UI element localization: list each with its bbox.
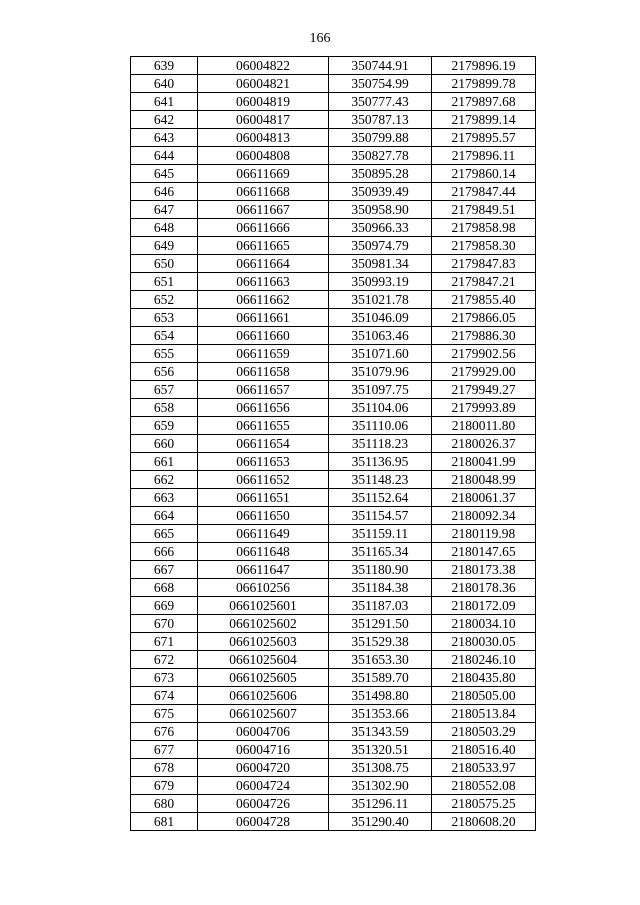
row-number-cell: 667 — [131, 561, 198, 579]
table-row — [131, 813, 536, 831]
table-row — [131, 795, 536, 813]
y-coordinate-cell: 2180172.09 — [432, 597, 536, 615]
row-number-cell: 668 — [131, 579, 198, 597]
row-number-cell: 641 — [131, 93, 198, 111]
x-coordinate-cell: 350993.19 — [329, 273, 432, 291]
x-coordinate-cell: 351097.75 — [329, 381, 432, 399]
x-coordinate-cell: 351104.06 — [329, 399, 432, 417]
point-id-cell: 06611659 — [198, 345, 329, 363]
y-coordinate-cell: 2180516.40 — [432, 741, 536, 759]
page-number: 166 — [309, 31, 331, 46]
y-coordinate-cell: 2180575.25 — [432, 795, 536, 813]
row-number-cell: 658 — [131, 399, 198, 417]
row-number-cell: 645 — [131, 165, 198, 183]
x-coordinate-cell: 351291.50 — [329, 615, 432, 633]
point-id-cell: 06611653 — [198, 453, 329, 471]
point-id-cell: 06004813 — [198, 129, 329, 147]
point-id-cell: 06611647 — [198, 561, 329, 579]
table-row — [131, 219, 536, 237]
x-coordinate-cell: 351529.38 — [329, 633, 432, 651]
row-number-cell: 654 — [131, 327, 198, 345]
table-row — [131, 777, 536, 795]
y-coordinate-cell: 2179860.14 — [432, 165, 536, 183]
table-row — [131, 363, 536, 381]
y-coordinate-cell: 2179858.30 — [432, 237, 536, 255]
row-number-cell: 670 — [131, 615, 198, 633]
point-id-cell: 06611648 — [198, 543, 329, 561]
y-coordinate-cell: 2179866.05 — [432, 309, 536, 327]
point-id-cell: 06004817 — [198, 111, 329, 129]
y-coordinate-cell: 2179895.57 — [432, 129, 536, 147]
y-coordinate-cell: 2180503.29 — [432, 723, 536, 741]
point-id-cell: 06611667 — [198, 201, 329, 219]
point-id-cell: 06004716 — [198, 741, 329, 759]
y-coordinate-cell: 2180173.38 — [432, 561, 536, 579]
row-number-cell: 673 — [131, 669, 198, 687]
y-coordinate-cell: 2180178.36 — [432, 579, 536, 597]
row-number-cell: 642 — [131, 111, 198, 129]
x-coordinate-cell: 351320.51 — [329, 741, 432, 759]
row-number-cell: 665 — [131, 525, 198, 543]
point-id-cell: 06611665 — [198, 237, 329, 255]
point-id-cell: 06004808 — [198, 147, 329, 165]
row-number-cell: 662 — [131, 471, 198, 489]
y-coordinate-cell: 2179896.19 — [432, 57, 536, 75]
x-coordinate-cell: 350939.49 — [329, 183, 432, 201]
table-row — [131, 309, 536, 327]
y-coordinate-cell: 2179886.30 — [432, 327, 536, 345]
x-coordinate-cell: 350958.90 — [329, 201, 432, 219]
coordinates-table-body — [131, 57, 536, 831]
table-row — [131, 453, 536, 471]
row-number-cell: 643 — [131, 129, 198, 147]
point-id-cell: 06611655 — [198, 417, 329, 435]
point-id-cell: 06611660 — [198, 327, 329, 345]
x-coordinate-cell: 351110.06 — [329, 417, 432, 435]
y-coordinate-cell: 2179896.11 — [432, 147, 536, 165]
table-row — [131, 525, 536, 543]
x-coordinate-cell: 350895.28 — [329, 165, 432, 183]
y-coordinate-cell: 2180030.05 — [432, 633, 536, 651]
table-row — [131, 471, 536, 489]
y-coordinate-cell: 2180147.65 — [432, 543, 536, 561]
x-coordinate-cell: 351308.75 — [329, 759, 432, 777]
x-coordinate-cell: 351152.64 — [329, 489, 432, 507]
table-row — [131, 651, 536, 669]
table-row — [131, 327, 536, 345]
table-row — [131, 507, 536, 525]
row-number-cell: 678 — [131, 759, 198, 777]
table-row — [131, 345, 536, 363]
y-coordinate-cell: 2180041.99 — [432, 453, 536, 471]
point-id-cell: 06611666 — [198, 219, 329, 237]
x-coordinate-cell: 351071.60 — [329, 345, 432, 363]
table-row — [131, 291, 536, 309]
y-coordinate-cell: 2180011.80 — [432, 417, 536, 435]
y-coordinate-cell: 2179899.14 — [432, 111, 536, 129]
point-id-cell: 0661025602 — [198, 615, 329, 633]
table-row — [131, 705, 536, 723]
table-row — [131, 93, 536, 111]
table-row — [131, 417, 536, 435]
row-number-cell: 646 — [131, 183, 198, 201]
table-row — [131, 435, 536, 453]
table-row — [131, 399, 536, 417]
table-row — [131, 165, 536, 183]
table-row — [131, 579, 536, 597]
y-coordinate-cell: 2180061.37 — [432, 489, 536, 507]
x-coordinate-cell: 351653.30 — [329, 651, 432, 669]
point-id-cell: 0661025606 — [198, 687, 329, 705]
point-id-cell: 06004819 — [198, 93, 329, 111]
point-id-cell: 06004821 — [198, 75, 329, 93]
row-number-cell: 676 — [131, 723, 198, 741]
point-id-cell: 06611658 — [198, 363, 329, 381]
x-coordinate-cell: 351184.38 — [329, 579, 432, 597]
y-coordinate-cell: 2179855.40 — [432, 291, 536, 309]
x-coordinate-cell: 351118.23 — [329, 435, 432, 453]
row-number-cell: 660 — [131, 435, 198, 453]
row-number-cell: 640 — [131, 75, 198, 93]
row-number-cell: 677 — [131, 741, 198, 759]
point-id-cell: 06611664 — [198, 255, 329, 273]
table-row — [131, 147, 536, 165]
x-coordinate-cell: 350777.43 — [329, 93, 432, 111]
point-id-cell: 06611651 — [198, 489, 329, 507]
point-id-cell: 0661025603 — [198, 633, 329, 651]
table-row — [131, 183, 536, 201]
y-coordinate-cell: 2179847.44 — [432, 183, 536, 201]
y-coordinate-cell: 2180552.08 — [432, 777, 536, 795]
y-coordinate-cell: 2179897.68 — [432, 93, 536, 111]
table-row — [131, 561, 536, 579]
y-coordinate-cell: 2180119.98 — [432, 525, 536, 543]
point-id-cell: 06611663 — [198, 273, 329, 291]
y-coordinate-cell: 2179899.78 — [432, 75, 536, 93]
row-number-cell: 649 — [131, 237, 198, 255]
row-number-cell: 661 — [131, 453, 198, 471]
row-number-cell: 650 — [131, 255, 198, 273]
table-row — [131, 237, 536, 255]
point-id-cell: 0661025604 — [198, 651, 329, 669]
x-coordinate-cell: 351589.70 — [329, 669, 432, 687]
y-coordinate-cell: 2180505.00 — [432, 687, 536, 705]
point-id-cell: 0661025601 — [198, 597, 329, 615]
row-number-cell: 680 — [131, 795, 198, 813]
y-coordinate-cell: 2180048.99 — [432, 471, 536, 489]
point-id-cell: 0661025605 — [198, 669, 329, 687]
table-row — [131, 75, 536, 93]
y-coordinate-cell: 2179929.00 — [432, 363, 536, 381]
point-id-cell: 06004726 — [198, 795, 329, 813]
table-row — [131, 669, 536, 687]
x-coordinate-cell: 351180.90 — [329, 561, 432, 579]
y-coordinate-cell: 2179847.21 — [432, 273, 536, 291]
table-row — [131, 381, 536, 399]
point-id-cell: 06004728 — [198, 813, 329, 831]
row-number-cell: 675 — [131, 705, 198, 723]
y-coordinate-cell: 2179902.56 — [432, 345, 536, 363]
table-row — [131, 273, 536, 291]
row-number-cell: 655 — [131, 345, 198, 363]
y-coordinate-cell: 2179858.98 — [432, 219, 536, 237]
table-row — [131, 615, 536, 633]
row-number-cell: 653 — [131, 309, 198, 327]
table-row — [131, 129, 536, 147]
point-id-cell: 0661025607 — [198, 705, 329, 723]
y-coordinate-cell: 2180533.97 — [432, 759, 536, 777]
x-coordinate-cell: 351136.95 — [329, 453, 432, 471]
y-coordinate-cell: 2180608.20 — [432, 813, 536, 831]
y-coordinate-cell: 2180513.84 — [432, 705, 536, 723]
y-coordinate-cell: 2180092.34 — [432, 507, 536, 525]
x-coordinate-cell: 351063.46 — [329, 327, 432, 345]
y-coordinate-cell: 2179849.51 — [432, 201, 536, 219]
x-coordinate-cell: 351154.57 — [329, 507, 432, 525]
point-id-cell: 06611650 — [198, 507, 329, 525]
x-coordinate-cell: 351353.66 — [329, 705, 432, 723]
table-row — [131, 687, 536, 705]
row-number-cell: 669 — [131, 597, 198, 615]
table-row — [131, 597, 536, 615]
x-coordinate-cell: 350787.13 — [329, 111, 432, 129]
coordinates-table — [130, 56, 536, 831]
x-coordinate-cell: 351165.34 — [329, 543, 432, 561]
table-row — [131, 543, 536, 561]
point-id-cell: 06611656 — [198, 399, 329, 417]
x-coordinate-cell: 351296.11 — [329, 795, 432, 813]
point-id-cell: 06611669 — [198, 165, 329, 183]
row-number-cell: 666 — [131, 543, 198, 561]
x-coordinate-cell: 350799.88 — [329, 129, 432, 147]
point-id-cell: 06611652 — [198, 471, 329, 489]
y-coordinate-cell: 2180026.37 — [432, 435, 536, 453]
point-id-cell: 06610256 — [198, 579, 329, 597]
x-coordinate-cell: 350981.34 — [329, 255, 432, 273]
table-row — [131, 57, 536, 75]
row-number-cell: 651 — [131, 273, 198, 291]
x-coordinate-cell: 350827.78 — [329, 147, 432, 165]
x-coordinate-cell: 350966.33 — [329, 219, 432, 237]
row-number-cell: 656 — [131, 363, 198, 381]
y-coordinate-cell: 2179847.83 — [432, 255, 536, 273]
table-row — [131, 255, 536, 273]
row-number-cell: 657 — [131, 381, 198, 399]
row-number-cell: 672 — [131, 651, 198, 669]
x-coordinate-cell: 351290.40 — [329, 813, 432, 831]
x-coordinate-cell: 351148.23 — [329, 471, 432, 489]
table-row — [131, 759, 536, 777]
y-coordinate-cell: 2180034.10 — [432, 615, 536, 633]
point-id-cell: 06611649 — [198, 525, 329, 543]
x-coordinate-cell: 351187.03 — [329, 597, 432, 615]
table-row — [131, 489, 536, 507]
y-coordinate-cell: 2179993.89 — [432, 399, 536, 417]
row-number-cell: 671 — [131, 633, 198, 651]
row-number-cell: 681 — [131, 813, 198, 831]
point-id-cell: 06611661 — [198, 309, 329, 327]
table-row — [131, 633, 536, 651]
y-coordinate-cell: 2179949.27 — [432, 381, 536, 399]
point-id-cell: 06611662 — [198, 291, 329, 309]
row-number-cell: 639 — [131, 57, 198, 75]
row-number-cell: 648 — [131, 219, 198, 237]
point-id-cell: 06611668 — [198, 183, 329, 201]
x-coordinate-cell: 351343.59 — [329, 723, 432, 741]
row-number-cell: 663 — [131, 489, 198, 507]
table-row — [131, 111, 536, 129]
point-id-cell: 06004706 — [198, 723, 329, 741]
table-row — [131, 741, 536, 759]
point-id-cell: 06004822 — [198, 57, 329, 75]
x-coordinate-cell: 350754.99 — [329, 75, 432, 93]
point-id-cell: 06611657 — [198, 381, 329, 399]
x-coordinate-cell: 351498.80 — [329, 687, 432, 705]
row-number-cell: 644 — [131, 147, 198, 165]
table-row — [131, 723, 536, 741]
x-coordinate-cell: 351046.09 — [329, 309, 432, 327]
row-number-cell: 679 — [131, 777, 198, 795]
x-coordinate-cell: 351021.78 — [329, 291, 432, 309]
x-coordinate-cell: 351159.11 — [329, 525, 432, 543]
row-number-cell: 659 — [131, 417, 198, 435]
point-id-cell: 06004724 — [198, 777, 329, 795]
x-coordinate-cell: 350974.79 — [329, 237, 432, 255]
row-number-cell: 674 — [131, 687, 198, 705]
row-number-cell: 664 — [131, 507, 198, 525]
x-coordinate-cell: 351302.90 — [329, 777, 432, 795]
row-number-cell: 652 — [131, 291, 198, 309]
y-coordinate-cell: 2180435.80 — [432, 669, 536, 687]
point-id-cell: 06004720 — [198, 759, 329, 777]
point-id-cell: 06611654 — [198, 435, 329, 453]
row-number-cell: 647 — [131, 201, 198, 219]
x-coordinate-cell: 350744.91 — [329, 57, 432, 75]
table-row — [131, 201, 536, 219]
x-coordinate-cell: 351079.96 — [329, 363, 432, 381]
y-coordinate-cell: 2180246.10 — [432, 651, 536, 669]
